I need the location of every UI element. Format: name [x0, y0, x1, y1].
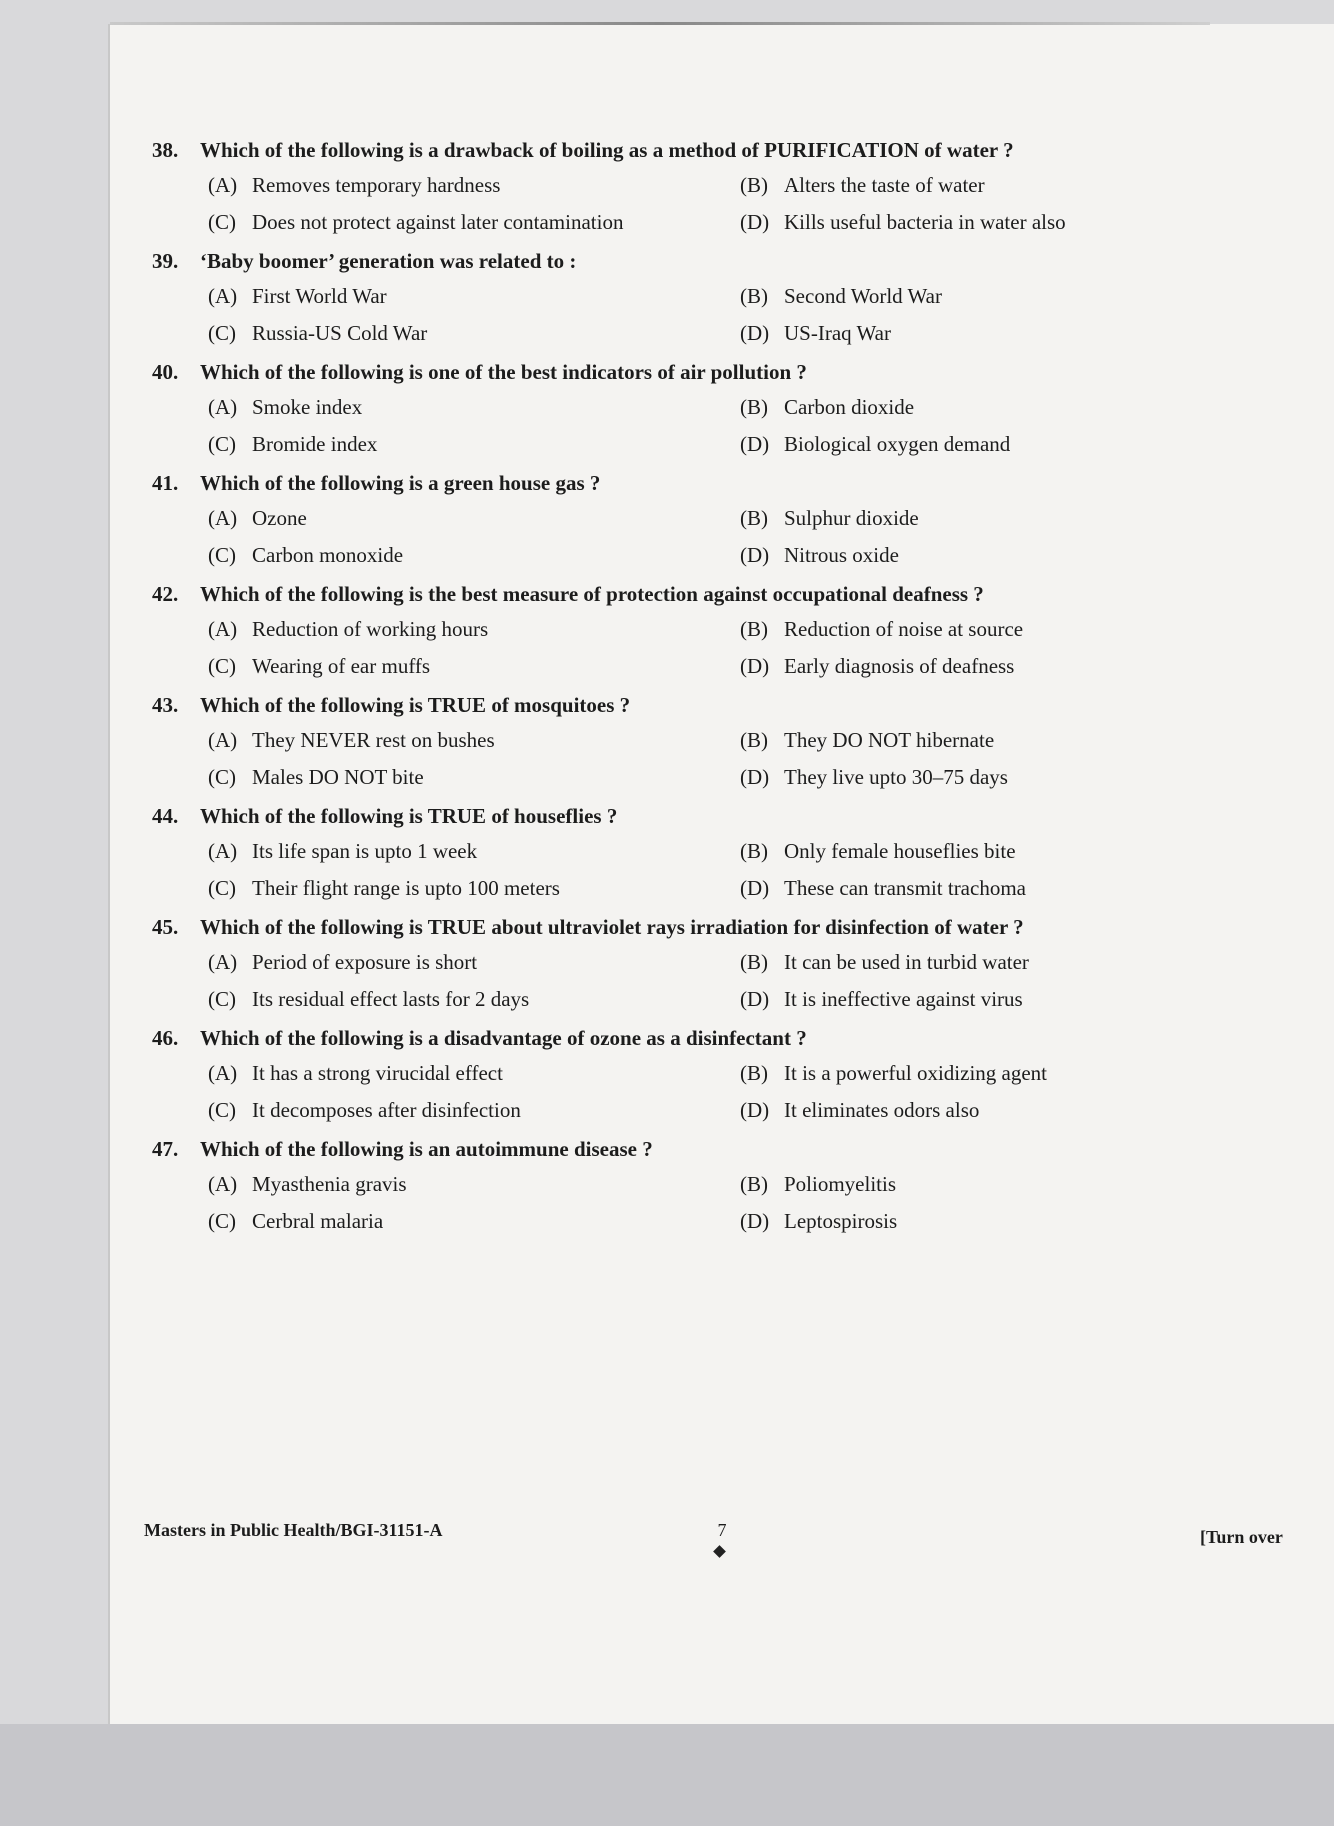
option-letter: (B)	[740, 173, 768, 197]
option-text: Only female houseflies bite	[784, 839, 1016, 863]
answer-option	[740, 1060, 1212, 1087]
answer-option	[208, 431, 740, 458]
question-item	[152, 1024, 1212, 1124]
option-letter: (C)	[208, 765, 236, 789]
question-number: 44.	[152, 804, 179, 828]
options-grid	[152, 394, 1212, 458]
option-letter: (C)	[208, 321, 236, 345]
option-letter: (A)	[208, 839, 238, 863]
answer-option	[208, 172, 740, 199]
question-number: 39.	[152, 249, 179, 273]
option-letter: (C)	[208, 987, 236, 1011]
question-number: 43.	[152, 693, 179, 717]
option-text: It is ineffective against virus	[784, 987, 1023, 1011]
option-letter: (D)	[740, 1098, 770, 1122]
option-text: Poliomyelitis	[784, 1172, 897, 1196]
question-text: Which of the following is the best measure of protection against occupational deafness ?	[200, 582, 984, 606]
option-text: They DO NOT hibernate	[784, 728, 995, 752]
option-text: Ozone	[252, 506, 307, 530]
option-letter: (B)	[740, 284, 768, 308]
option-text: Wearing of ear muffs	[252, 654, 431, 678]
options-grid	[152, 172, 1212, 236]
question-item	[152, 358, 1212, 458]
answer-option	[208, 320, 740, 347]
option-letter: (D)	[740, 987, 770, 1011]
answer-option	[208, 949, 740, 976]
option-text: Removes temporary hardness	[252, 173, 501, 197]
question-text: Which of the following is TRUE of mosquitoes ?	[200, 693, 631, 717]
answer-option	[208, 1060, 740, 1087]
option-letter: (D)	[740, 654, 770, 678]
question-number: 42.	[152, 582, 179, 606]
page-number: 7	[717, 1520, 727, 1540]
option-letter: (C)	[208, 210, 236, 234]
question-number: 47.	[152, 1137, 179, 1161]
option-text: Its life span is upto 1 week	[252, 839, 478, 863]
option-text: Carbon monoxide	[252, 543, 404, 567]
answer-option	[208, 986, 740, 1013]
option-letter: (B)	[740, 950, 768, 974]
option-text: Alters the taste of water	[784, 173, 985, 197]
option-text: It eliminates odors also	[784, 1098, 980, 1122]
option-text: First World War	[252, 284, 387, 308]
scanner-bottom-band	[0, 1724, 1334, 1826]
option-text: Myasthenia gravis	[252, 1172, 407, 1196]
paper-code: Masters in Public Health/BGI-31151-A	[144, 1520, 443, 1540]
answer-option	[208, 727, 740, 754]
option-text: Their flight range is upto 100 meters	[252, 876, 560, 900]
answer-option	[740, 431, 1212, 458]
option-text: Reduction of noise at source	[784, 617, 1024, 641]
option-letter: (C)	[208, 876, 236, 900]
option-text: Smoke index	[252, 395, 363, 419]
answer-option	[740, 320, 1212, 347]
option-letter: (D)	[740, 1209, 770, 1233]
option-letter: (D)	[740, 321, 770, 345]
options-grid	[152, 505, 1212, 569]
answer-option	[208, 505, 740, 532]
answer-option	[208, 1097, 740, 1124]
question-stem	[152, 469, 1212, 497]
option-text: It decomposes after disinfection	[252, 1098, 521, 1122]
answer-option	[208, 616, 740, 643]
question-stem	[152, 802, 1212, 830]
options-grid	[152, 949, 1212, 1013]
question-number: 45.	[152, 915, 179, 939]
option-text: Carbon dioxide	[784, 395, 915, 419]
option-letter: (A)	[208, 617, 238, 641]
question-item	[152, 913, 1212, 1013]
option-letter: (A)	[208, 1061, 238, 1085]
answer-option	[740, 616, 1212, 643]
option-letter: (C)	[208, 1098, 236, 1122]
option-letter: (D)	[740, 543, 770, 567]
question-text: Which of the following is an autoimmune disease ?	[200, 1137, 653, 1161]
option-letter: (B)	[740, 395, 768, 419]
options-grid	[152, 838, 1212, 902]
option-letter: (A)	[208, 950, 238, 974]
option-letter: (D)	[740, 210, 770, 234]
option-text: Leptospirosis	[784, 1209, 898, 1233]
option-text: These can transmit trachoma	[784, 876, 1026, 900]
question-stem	[152, 913, 1212, 941]
answer-option	[208, 653, 740, 680]
answer-option	[740, 727, 1212, 754]
option-text: Second World War	[784, 284, 942, 308]
question-item	[152, 691, 1212, 791]
option-text: Biological oxygen demand	[784, 432, 1011, 456]
option-text: Early diagnosis of deafness	[784, 654, 1015, 678]
options-grid	[152, 727, 1212, 791]
question-text: Which of the following is a drawback of boiling as a method of PURIFICATION of water ?	[200, 138, 1014, 162]
option-letter: (C)	[208, 543, 236, 567]
question-stem	[152, 358, 1212, 386]
question-text: Which of the following is a disadvantage of ozone as a disinfectant ?	[200, 1026, 807, 1050]
question-number: 38.	[152, 138, 179, 162]
option-letter: (A)	[208, 506, 238, 530]
answer-option	[740, 653, 1212, 680]
option-text: Kills useful bacteria in water also	[784, 210, 1066, 234]
question-text: Which of the following is one of the best indicators of air pollution ?	[200, 360, 807, 384]
options-grid	[152, 283, 1212, 347]
question-item	[152, 469, 1212, 569]
question-text: ‘Baby boomer’ generation was related to :	[200, 249, 577, 273]
answer-option	[740, 1208, 1212, 1235]
option-letter: (C)	[208, 1209, 236, 1233]
question-list	[152, 136, 1212, 1246]
option-text: Period of exposure is short	[252, 950, 478, 974]
answer-option	[740, 986, 1212, 1013]
option-letter: (C)	[208, 432, 236, 456]
option-text: Nitrous oxide	[784, 543, 899, 567]
question-text: Which of the following is a green house gas ?	[200, 471, 601, 495]
option-letter: (D)	[740, 432, 770, 456]
answer-option	[740, 394, 1212, 421]
answer-option	[208, 542, 740, 569]
option-text: They live upto 30–75 days	[784, 765, 1008, 789]
option-letter: (A)	[208, 728, 238, 752]
answer-option	[208, 838, 740, 865]
option-letter: (A)	[208, 284, 238, 308]
answer-option	[208, 1171, 740, 1198]
question-stem	[152, 1135, 1212, 1163]
option-text: Bromide index	[252, 432, 378, 456]
answer-option	[740, 764, 1212, 791]
answer-option	[740, 1097, 1212, 1124]
option-text: US-Iraq War	[784, 321, 891, 345]
options-grid	[152, 1060, 1212, 1124]
question-text: Which of the following is TRUE of houseflies ?	[200, 804, 618, 828]
option-letter: (B)	[740, 839, 768, 863]
answer-option	[740, 1171, 1212, 1198]
option-letter: (D)	[740, 876, 770, 900]
answer-option	[208, 209, 740, 236]
page-top-edge	[110, 22, 1210, 25]
option-letter: (C)	[208, 654, 236, 678]
option-letter: (A)	[208, 173, 238, 197]
question-item	[152, 1135, 1212, 1235]
options-grid	[152, 616, 1212, 680]
answer-option	[208, 283, 740, 310]
option-text: It is a powerful oxidizing agent	[784, 1061, 1048, 1085]
answer-option	[740, 283, 1212, 310]
option-letter: (B)	[740, 506, 768, 530]
option-letter: (B)	[740, 728, 768, 752]
option-text: Russia-US Cold War	[252, 321, 428, 345]
option-text: It has a strong virucidal effect	[252, 1061, 503, 1085]
answer-option	[208, 875, 740, 902]
question-stem	[152, 691, 1212, 719]
question-stem	[152, 580, 1212, 608]
answer-option	[740, 505, 1212, 532]
question-stem	[152, 247, 1212, 275]
question-number: 40.	[152, 360, 179, 384]
answer-option	[740, 542, 1212, 569]
question-stem	[152, 1024, 1212, 1052]
question-item	[152, 247, 1212, 347]
option-text: Its residual effect lasts for 2 days	[252, 987, 530, 1011]
answer-option	[740, 949, 1212, 976]
answer-option	[208, 394, 740, 421]
option-text: Does not protect against later contamination	[252, 210, 624, 234]
turn-over-note: [Turn over	[1200, 1527, 1283, 1547]
option-text: They NEVER rest on bushes	[252, 728, 495, 752]
question-item	[152, 580, 1212, 680]
answer-option	[740, 875, 1212, 902]
option-text: It can be used in turbid water	[784, 950, 1029, 974]
option-text: Males DO NOT bite	[252, 765, 424, 789]
answer-option	[740, 209, 1212, 236]
question-text: Which of the following is TRUE about ultraviolet rays irradiation for disinfection of water ?	[200, 915, 1024, 939]
question-number: 41.	[152, 471, 179, 495]
option-letter: (B)	[740, 1061, 768, 1085]
option-letter: (B)	[740, 1172, 768, 1196]
question-item	[152, 802, 1212, 902]
option-text: Cerbral malaria	[252, 1209, 384, 1233]
answer-option	[208, 764, 740, 791]
answer-option	[740, 172, 1212, 199]
options-grid	[152, 1171, 1212, 1235]
answer-option	[740, 838, 1212, 865]
option-letter: (B)	[740, 617, 768, 641]
question-item	[152, 136, 1212, 236]
option-letter: (A)	[208, 1172, 238, 1196]
option-text: Sulphur dioxide	[784, 506, 919, 530]
question-number: 46.	[152, 1026, 179, 1050]
answer-option	[208, 1208, 740, 1235]
option-letter: (A)	[208, 395, 238, 419]
option-letter: (D)	[740, 765, 770, 789]
question-stem	[152, 136, 1212, 164]
option-text: Reduction of working hours	[252, 617, 489, 641]
